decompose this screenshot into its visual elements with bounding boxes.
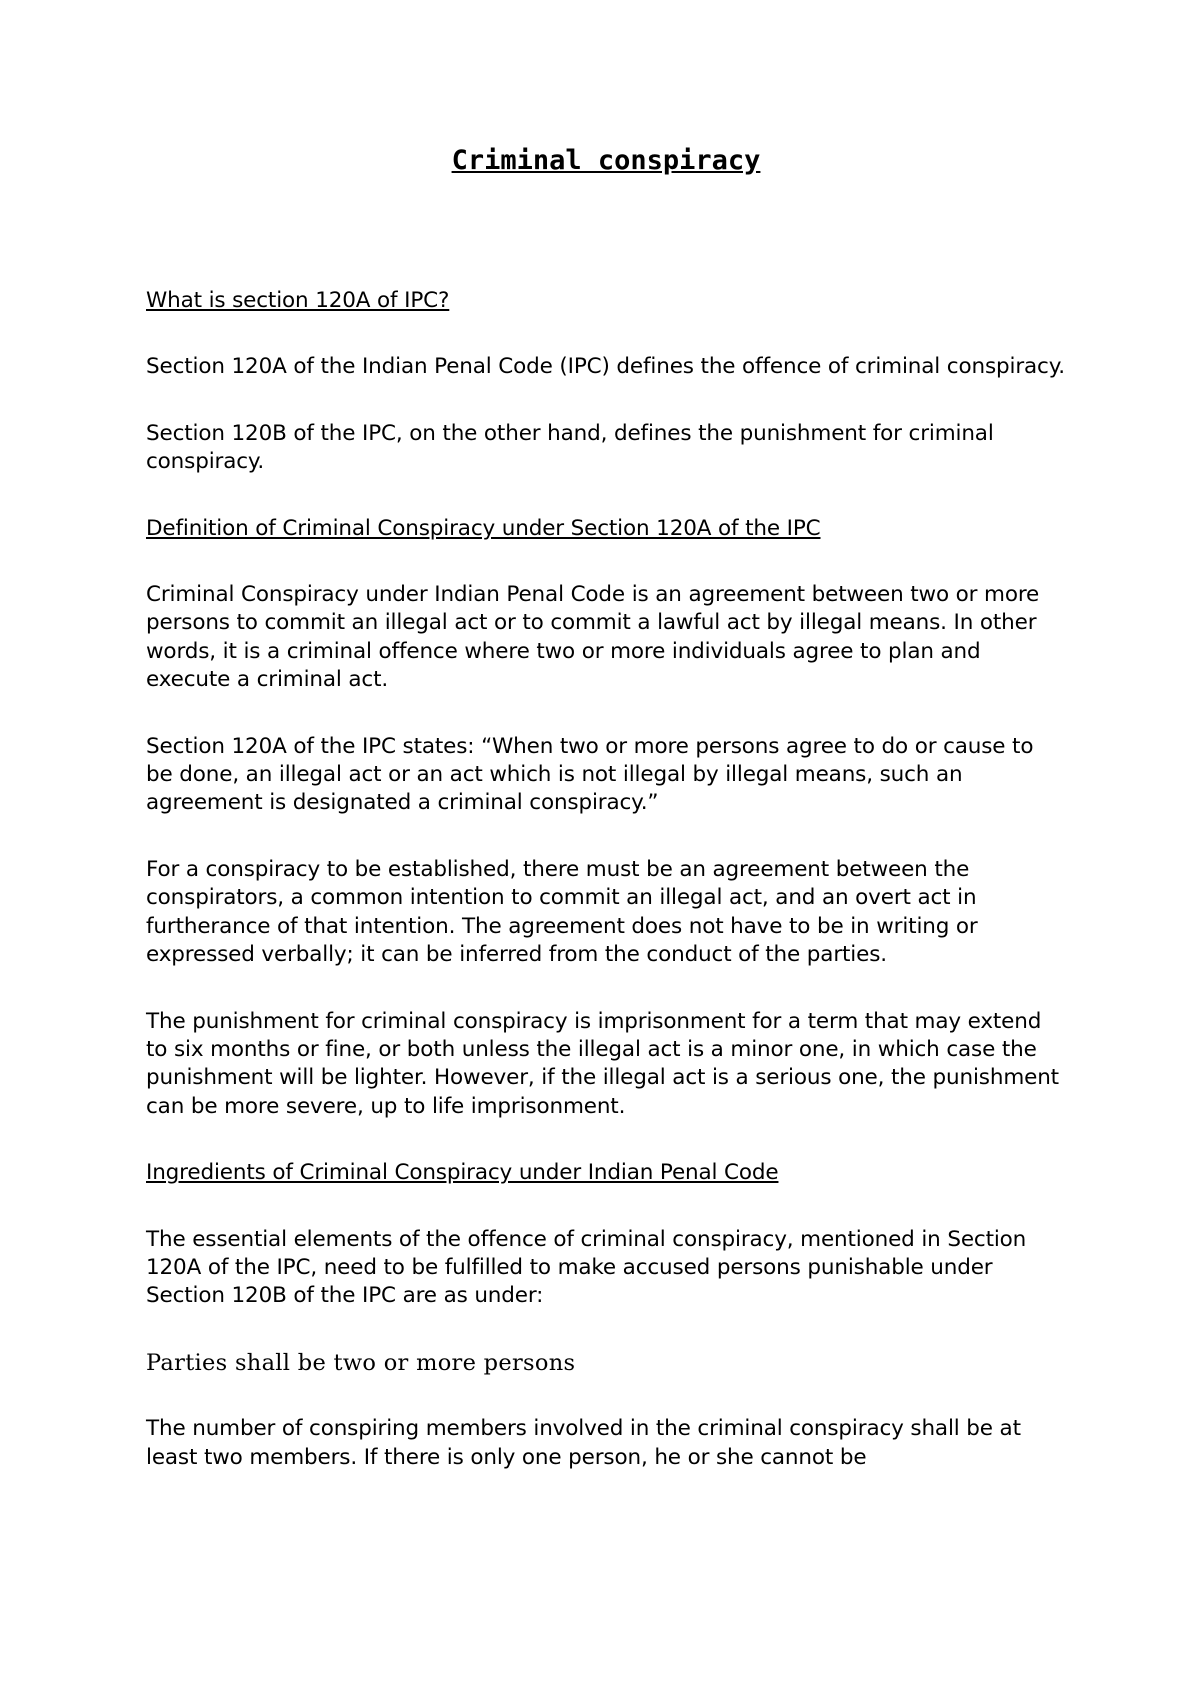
paragraph-section-120a-quote: Section 120A of the IPC states: “When two or more persons agree to do or cause to be done, an illegal act or an act which is not illegal by illegal means, such an agreement is designated a criminal conspiracy.” [146, 733, 1034, 816]
document-body [146, 287, 1066, 1472]
page-title: Criminal conspiracy [451, 145, 761, 176]
paragraph-definition: Criminal Conspiracy under Indian Penal Code is an agreement between two or more persons to commit an illegal act or to commit a lawful act by illegal means. In other words, it is a criminal offence where two or more individuals agree to plan and execute a criminal act. [146, 582, 1040, 693]
section-heading-ingredients: Ingredients of Criminal Conspiracy under Indian Penal Code [146, 1160, 779, 1186]
paragraph-punishment: The punishment for criminal conspiracy is imprisonment for a term that may extend to six months or fine, or both unless the illegal act is a minor one, in which case the punishment will be lighter. However, if the illegal act is a serious one, the punishment can be more severe, up to life imprisonment. [146, 1008, 1059, 1119]
paragraph-conspiracy-established: For a conspiracy to be established, there must be an agreement between the conspirators, a common intention to commit an illegal act, and an overt act in furtherance of that intention. The agreement does not have to be in writing or expressed verbally; it can be inferred from the conduct of the parties. [146, 856, 978, 968]
subheading-parties: Parties shall be two or more persons [146, 1349, 576, 1376]
section-heading-definition: Definition of Criminal Conspiracy under Section 120A of the IPC [146, 515, 821, 541]
section-heading-what-is-120a: What is section 120A of IPC? [146, 288, 450, 313]
paragraph-number-of-members: The number of conspiring members involved in the criminal conspiracy shall be at least two members. If there is only one person, he or she cannot be [146, 1416, 1021, 1470]
paragraph-essential-elements: The essential elements of the offence of criminal conspiracy, mentioned in Section 120A of the IPC, need to be fulfilled to make accused persons punishable under Section 120B of the IPC are as under: [146, 1226, 1027, 1309]
paragraph-120a-defines: Section 120A of the Indian Penal Code (IPC) defines the offence of criminal conspiracy. [146, 354, 1065, 380]
paragraph-120b-punishment: Section 120B of the IPC, on the other hand, defines the punishment for criminal conspiracy. [146, 420, 994, 475]
